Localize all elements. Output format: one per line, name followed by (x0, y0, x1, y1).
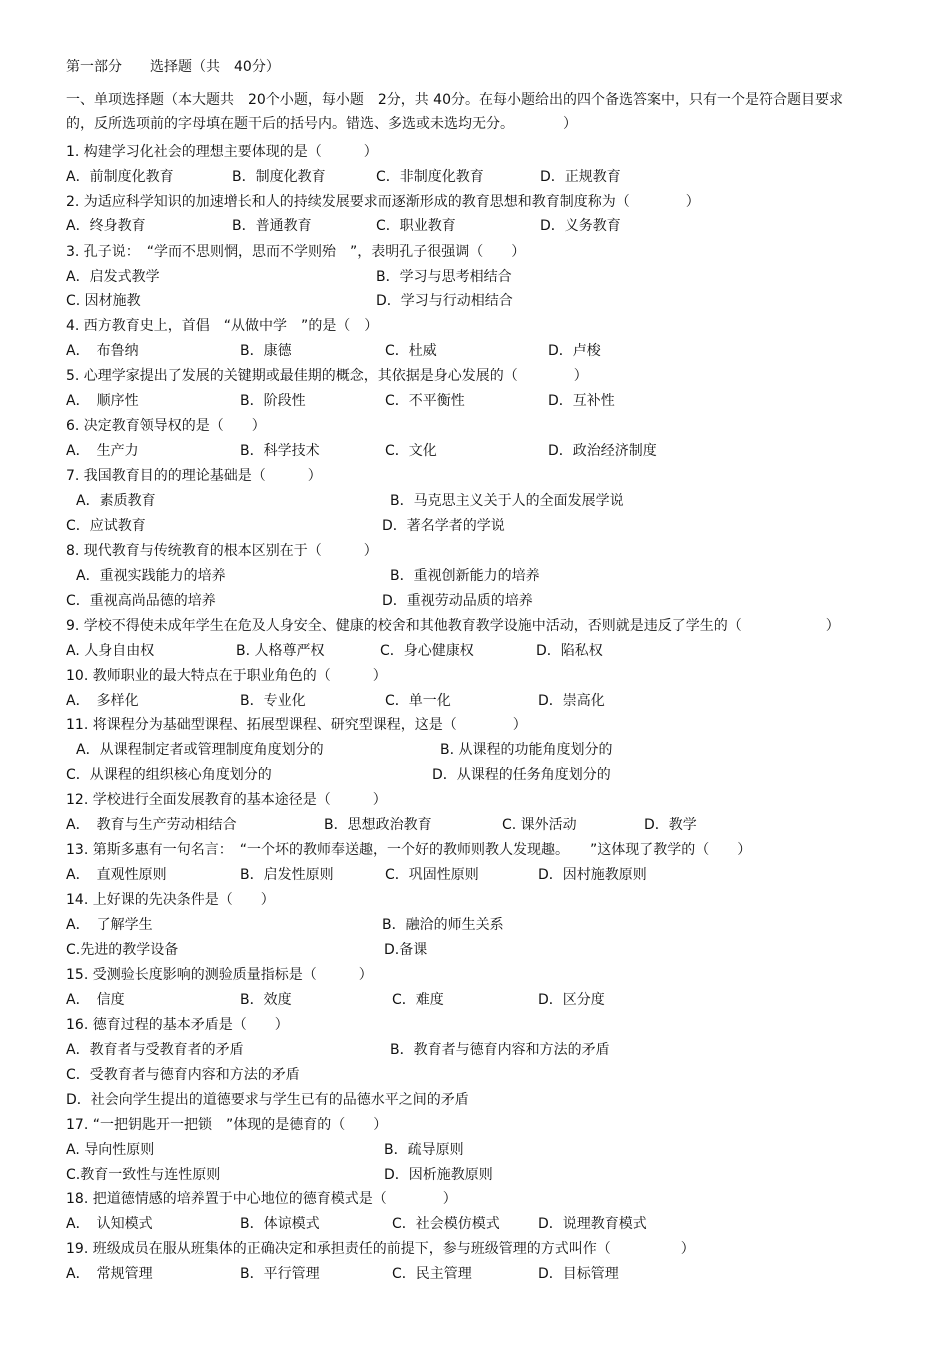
q2-option-b: B．普通教育 (232, 218, 312, 234)
q3-option-a: A．启发式教学 (66, 269, 160, 285)
q17-option-c: C.教育一致性与连性原则 (66, 1167, 221, 1183)
question-2: 2. 为适应科学知识的加速增长和人的持续发展要求而逐渐形成的教育思想和教育制度称为（ ） (66, 194, 700, 210)
question-19: 19. 班级成员在服从班集体的正确决定和承担责任的前提下，参与班级管理的方式叫作（ ） (66, 1241, 695, 1257)
section-title: 第一部分 选择题（共 40分） (66, 59, 280, 75)
question-1: 1. 构建学习化社会的理想主要体现的是（ ） (66, 144, 378, 160)
q11-option-c: C．从课程的组织核心角度划分的 (66, 767, 272, 783)
q9-option-d: D．陷私权 (536, 643, 603, 659)
q8-option-d: D．重视劳动品质的培养 (382, 593, 533, 609)
q10-option-c: C．单一化 (385, 693, 451, 709)
q9-option-c: C．身心健康权 (380, 643, 474, 659)
question-8: 8. 现代教育与传统教育的根本区别在于（ ） (66, 543, 378, 559)
question-4: 4. 西方教育史上，首倡 “从做中学 ”的是（ ） (66, 318, 379, 334)
q8-option-b: B．重视创新能力的培养 (390, 568, 540, 584)
q4-option-d: D．卢梭 (548, 343, 601, 359)
q1-option-a: A．前制度化教育 (66, 169, 174, 185)
q14-option-d: D.备课 (384, 942, 428, 958)
question-5: 5. 心理学家提出了发展的关键期或最佳期的概念，其依据是身心发展的（ ） (66, 368, 588, 384)
question-6: 6. 决定教育领导权的是（ ） (66, 418, 266, 434)
q13-option-b: B．启发性原则 (240, 867, 334, 883)
q1-option-d: D．正规教育 (540, 169, 621, 185)
q6-option-a: A． 生产力 (66, 443, 139, 459)
question-15: 15. 受测验长度影响的测验质量指标是（ ） (66, 967, 373, 983)
q5-option-c: C．不平衡性 (385, 393, 465, 409)
q10-option-a: A． 多样化 (66, 693, 139, 709)
question-7: 7. 我国教育目的的理论基础是（ ） (66, 468, 322, 484)
q14-option-a: A． 了解学生 (66, 917, 153, 933)
question-3: 3. 孔子说： “学而不思则惘，思而不学则殆 ”，表明孔子很强调（ ） (66, 244, 526, 260)
q17-option-a: A. 导向性原则 (66, 1142, 155, 1158)
q12-option-c: C. 课外活动 (502, 817, 577, 833)
q18-option-a: A． 认知模式 (66, 1216, 153, 1232)
q15-option-b: B．效度 (240, 992, 292, 1008)
q17-option-b: B．疏导原则 (384, 1142, 464, 1158)
q1-option-b: B．制度化教育 (232, 169, 326, 185)
q17-option-d: D．因析施教原则 (384, 1167, 493, 1183)
q12-option-d: D．教学 (644, 817, 697, 833)
q14-option-c: C.先进的教学设备 (66, 942, 179, 958)
question-12: 12. 学校进行全面发展教育的基本途径是（ ） (66, 792, 387, 808)
q11-option-a: A．从课程制定者或管理制度角度划分的 (76, 742, 324, 758)
q3-option-b: B．学习与思考相结合 (376, 269, 512, 285)
question-13: 13. 第斯多惠有一句名言： “一个坏的教师奉送趣，一个好的教师则教人发现趣。 ”这体现了教学的（ ） (66, 842, 752, 858)
question-14: 14. 上好课的先决条件是（ ） (66, 892, 275, 908)
question-18: 18. 把道德情感的培养置于中心地位的德育模式是（ ） (66, 1191, 457, 1207)
q7-option-d: D．著名学者的学说 (382, 518, 505, 534)
question-16: 16. 德育过程的基本矛盾是（ ） (66, 1017, 289, 1033)
q16-option-a: A．教育者与受教育者的矛盾 (66, 1042, 244, 1058)
q10-option-d: D．崇高化 (538, 693, 605, 709)
q2-option-c: C．职业教育 (376, 218, 456, 234)
q10-option-b: B．专业化 (240, 693, 306, 709)
q15-option-d: D．区分度 (538, 992, 605, 1008)
q5-option-b: B．阶段性 (240, 393, 306, 409)
q3-option-d: D．学习与行动相结合 (376, 293, 513, 309)
q6-option-b: B．科学技术 (240, 443, 320, 459)
q5-option-d: D．互补性 (548, 393, 615, 409)
q2-option-a: A．终身教育 (66, 218, 146, 234)
question-11: 11. 将课程分为基础型课程、拓展型课程、研究型课程，这是（ ） (66, 717, 527, 733)
q2-option-d: D．义务教育 (540, 218, 621, 234)
q18-option-c: C．社会模仿模式 (392, 1216, 500, 1232)
q4-option-a: A． 布鲁纳 (66, 343, 139, 359)
q13-option-c: C．巩固性原则 (385, 867, 479, 883)
q12-option-a: A． 教育与生产劳动相结合 (66, 817, 237, 833)
q4-option-b: B．康德 (240, 343, 292, 359)
question-17: 17. “一把钥匙开一把锁 ”体现的是德育的（ ） (66, 1117, 388, 1133)
q19-option-d: D．目标管理 (538, 1266, 619, 1282)
q8-option-a: A．重视实践能力的培养 (76, 568, 226, 584)
q11-option-b: B. 从课程的功能角度划分的 (440, 742, 613, 758)
q16-option-b: B．教育者与德育内容和方法的矛盾 (390, 1042, 610, 1058)
q8-option-c: C．重视高尚品德的培养 (66, 593, 216, 609)
q18-option-d: D．说理教育模式 (538, 1216, 647, 1232)
q7-option-b: B．马克思主义关于人的全面发展学说 (390, 493, 624, 509)
q18-option-b: B．体谅模式 (240, 1216, 320, 1232)
q5-option-a: A． 顺序性 (66, 393, 139, 409)
q11-option-d: D．从课程的任务角度划分的 (432, 767, 611, 783)
q16-option-c: C．受教育者与德育内容和方法的矛盾 (66, 1067, 300, 1083)
q4-option-c: C．杜威 (385, 343, 437, 359)
q14-option-b: B．融洽的师生关系 (382, 917, 504, 933)
q6-option-c: C．文化 (385, 443, 437, 459)
q15-option-a: A． 信度 (66, 992, 125, 1008)
q6-option-d: D．政治经济制度 (548, 443, 657, 459)
q1-option-c: C．非制度化教育 (376, 169, 484, 185)
q13-option-d: D．因村施教原则 (538, 867, 647, 883)
q9-option-b: B. 人格尊严权 (236, 643, 325, 659)
q16-option-d: D．社会向学生提出的道德要求与学生已有的品德水平之间的矛盾 (66, 1092, 469, 1108)
q3-option-c: C. 因材施教 (66, 293, 141, 309)
q19-option-a: A． 常规管理 (66, 1266, 153, 1282)
question-10: 10. 教师职业的最大特点在于职业角色的（ ） (66, 668, 387, 684)
q15-option-c: C．难度 (392, 992, 444, 1008)
question-9: 9. 学校不得使未成年学生在危及人身安全、健康的校舍和其他教育教学设施中活动，否则就是违反了学生的（ ） (66, 618, 840, 634)
q13-option-a: A． 直观性原则 (66, 867, 167, 883)
q19-option-b: B．平行管理 (240, 1266, 320, 1282)
q7-option-a: A．素质教育 (76, 493, 156, 509)
q9-option-a: A. 人身自由权 (66, 643, 155, 659)
section-intro: 一、单项选择题（本大题共 20个小题，每小题 2分，共 40分。在每小题给出的四个备选答案中，只有一个是符合题目要求的，反所选项前的字母填在题干后的括号内。错选、多选或未选均无分。 ） (66, 92, 843, 132)
q12-option-b: B．思想政治教育 (324, 817, 432, 833)
q19-option-c: C．民主管理 (392, 1266, 472, 1282)
q7-option-c: C．应试教育 (66, 518, 146, 534)
